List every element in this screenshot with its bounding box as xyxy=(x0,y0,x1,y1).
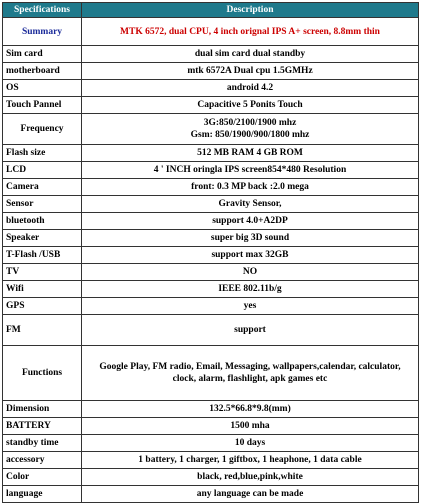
row-value: mtk 6572A Dual cpu 1.5GMHz xyxy=(82,63,419,80)
row-value: IEEE 802.11b/g xyxy=(82,281,419,298)
row-label: Speaker xyxy=(3,230,82,247)
table-row xyxy=(3,401,419,418)
table-row xyxy=(3,213,419,230)
row-value: front: 0.3 MP back :2.0 mega xyxy=(82,179,419,196)
row-label: BATTERY xyxy=(3,418,82,435)
table-row xyxy=(3,46,419,63)
table-row xyxy=(3,418,419,435)
row-value: yes xyxy=(82,298,419,315)
value-summary: MTK 6572, dual CPU, 4 inch orignal IPS A+ screen, 8.8mm thin xyxy=(82,18,419,46)
row-label: standby time xyxy=(3,435,82,452)
table-row xyxy=(3,281,419,298)
row-label: OS xyxy=(3,80,82,97)
row-label: Color xyxy=(3,469,82,486)
row-functions xyxy=(3,346,419,401)
row-value: 10 days xyxy=(82,435,419,452)
row-value: support max 32GB xyxy=(82,247,419,264)
value-frequency xyxy=(82,114,419,145)
label-functions: Functions xyxy=(3,346,82,401)
row-label: language xyxy=(3,486,82,503)
row-value: 132.5*66.8*9.8(mm) xyxy=(82,401,419,418)
value-fm: support xyxy=(82,315,419,346)
table-row xyxy=(3,230,419,247)
table-row xyxy=(3,179,419,196)
row-label: accessory xyxy=(3,452,82,469)
row-label: Dimension xyxy=(3,401,82,418)
value-functions xyxy=(82,346,419,401)
header-specifications: Specifications xyxy=(3,3,82,18)
row-label: TV xyxy=(3,264,82,281)
row-label: Wifi xyxy=(3,281,82,298)
label-summary: Summary xyxy=(3,18,82,46)
row-value: black, red,blue,pink,white xyxy=(82,469,419,486)
row-label: motherboard xyxy=(3,63,82,80)
table-row xyxy=(3,80,419,97)
table-row xyxy=(3,247,419,264)
row-label: T-Flash /USB xyxy=(3,247,82,264)
spec-table xyxy=(2,2,419,503)
table-row xyxy=(3,435,419,452)
row-value: Capacitive 5 Ponits Touch xyxy=(82,97,419,114)
row-label: LCD xyxy=(3,162,82,179)
table-row xyxy=(3,298,419,315)
row-value: support 4.0+A2DP xyxy=(82,213,419,230)
header-description: Description xyxy=(82,3,419,18)
table-row xyxy=(3,452,419,469)
table-row xyxy=(3,145,419,162)
row-frequency xyxy=(3,114,419,145)
row-value: any language can be made xyxy=(82,486,419,503)
row-label: Sensor xyxy=(3,196,82,213)
row-value: NO xyxy=(82,264,419,281)
header-row xyxy=(3,3,419,18)
functions-line-1: Google Play, FM radio, Email, Messaging, wallpapers,calendar, calculator, xyxy=(99,362,401,372)
row-label: Flash size xyxy=(3,145,82,162)
frequency-3g: 3G:850/2100/1900 mhz xyxy=(203,118,297,128)
table-row xyxy=(3,63,419,80)
row-value: 4 ' INCH oringla IPS screen854*480 Resolution xyxy=(82,162,419,179)
functions-line-2: clock, alarm, flashlight, apk games etc xyxy=(172,374,328,384)
table-row xyxy=(3,469,419,486)
row-label: Sim card xyxy=(3,46,82,63)
frequency-gsm: Gsm: 850/1900/900/1800 mhz xyxy=(190,130,310,140)
row-value: 1500 mha xyxy=(82,418,419,435)
label-fm: FM xyxy=(3,315,82,346)
row-label: GPS xyxy=(3,298,82,315)
spec-sheet xyxy=(2,2,418,503)
row-label: Touch Pannel xyxy=(3,97,82,114)
row-fm xyxy=(3,315,419,346)
label-frequency: Frequency xyxy=(3,114,82,145)
table-row xyxy=(3,264,419,281)
table-row xyxy=(3,97,419,114)
row-value: Gravity Sensor, xyxy=(82,196,419,213)
table-row xyxy=(3,196,419,213)
row-value: super big 3D sound xyxy=(82,230,419,247)
row-value: dual sim card dual standby xyxy=(82,46,419,63)
table-row xyxy=(3,486,419,503)
row-label: Camera xyxy=(3,179,82,196)
row-value: 512 MB RAM 4 GB ROM xyxy=(82,145,419,162)
row-value: android 4.2 xyxy=(82,80,419,97)
table-row xyxy=(3,162,419,179)
row-label: bluetooth xyxy=(3,213,82,230)
row-summary xyxy=(3,18,419,46)
row-value: 1 battery, 1 charger, 1 giftbox, 1 heaphone, 1 data cable xyxy=(82,452,419,469)
